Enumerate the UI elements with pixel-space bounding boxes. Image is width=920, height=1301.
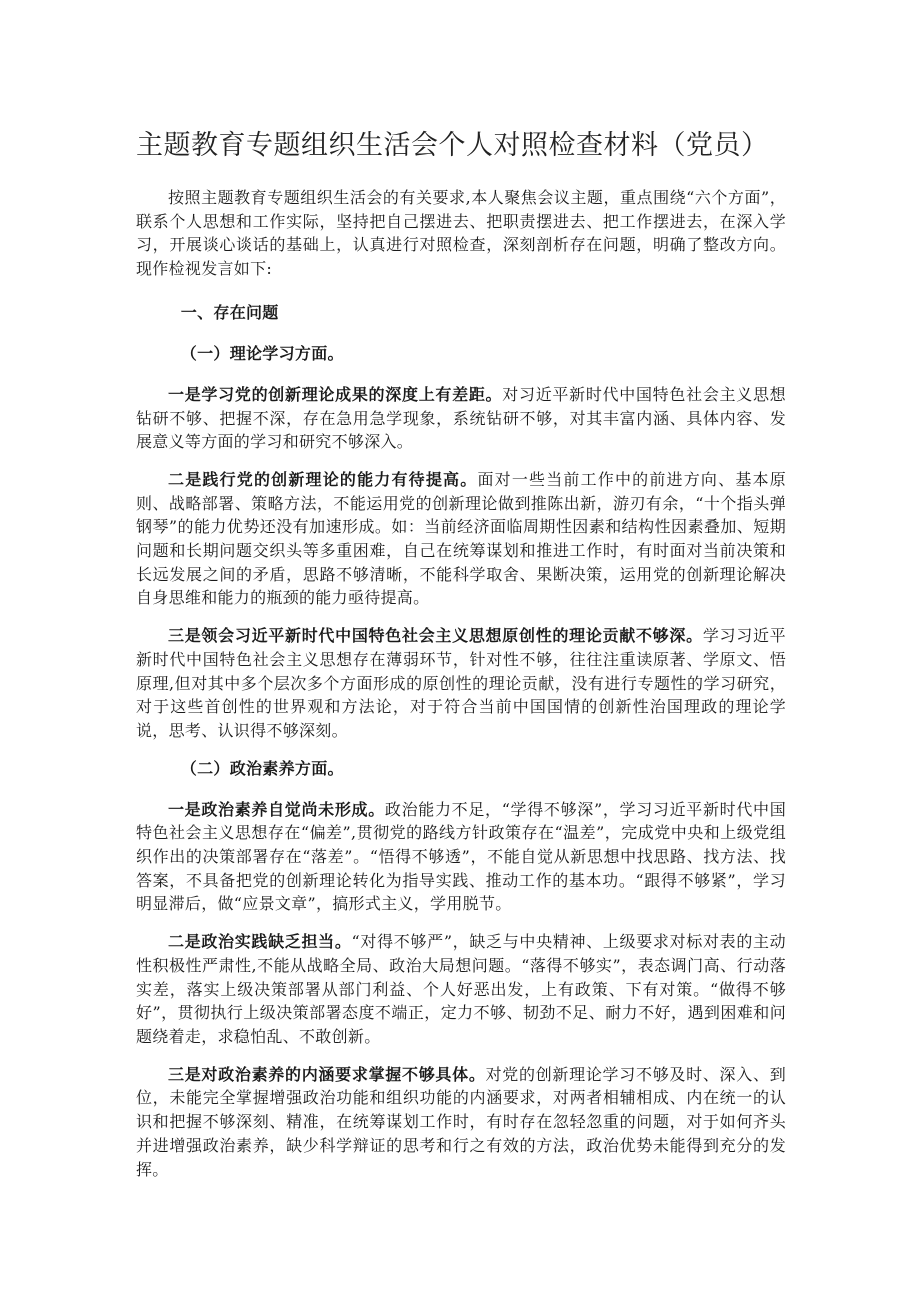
item-lead: 一是学习党的创新理论成果的深度上有差距。 [168, 384, 503, 404]
document-title: 主题教育专题组织生活会个人对照检查材料（党员） [136, 130, 769, 161]
item-text: 面对一些当前工作中的前进方向、基本原则、战略部署、策略方法，不能运用党的创新理论做到推陈出新，游刃有余，“十个指头弹钢琴”的能力优势还没有加速形成。如：当前经济面临周期性因素和结构性因素叠加、短期问题和长期问题交织头等多重困难，自己在统筹谋划和推进工作时，有时面对当前决策和长远发展之间的矛盾，思路不够清晰，不能科学取舍、果断决策，运用党的创新理论解决自身思维和能力的瓶颈的能力亟待提高。 [136, 469, 787, 608]
politics-item-2 [136, 930, 786, 1049]
theory-item-3 [136, 624, 786, 743]
item-lead: 一是政治素养自觉尚未形成。 [168, 799, 385, 819]
politics-item-1 [136, 798, 786, 917]
item-text: 对党的创新理论学习不够及时、深入、到位，未能完全掌握增强政治功能和组织功能的内涵要求，对两者相辅相成、内在统一的认识和把握不够深刻、精准，在统筹谋划工作时，有时存在忽轻忽重的问题，对于如何齐头并进增强政治素养，缺少科学辩证的思考和行之有效的方法，政治优势未能得到充分的发挥。 [136, 1064, 786, 1179]
section-heading-problems: 一、存在问题 [180, 302, 279, 322]
theory-item-1 [136, 383, 786, 454]
item-lead: 三是领会习近平新时代中国特色社会主义思想原创性的理论贡献不够深。 [168, 626, 703, 646]
intro-paragraph: 按照主题教育专题组织生活会的有关要求,本人聚焦会议主题，重点围绕“六个方面”，联系个人思想和工作实际，坚持把自己摆进去、把职责摆进去、把工作摆进去，在深入学习，开展谈心谈话的基础上，认真进行对照检查，深刻剖析存在问题，明确了整改方向。现作检视发言如下: [136, 188, 786, 279]
item-text: 政治能力不足，“学得不够深”，学习习近平新时代中国特色社会主义思想存在“偏差”,贯彻党的路线方针政策存在“温差”，完成党中央和上级党组织作出的决策部署存在“落差”。“悟得不够透”，不能自觉从新思想中找思路、找方法、找答案，不具备把党的创新理论转化为指导实践、推动工作的基本功。“跟得不够紧”，学习明显滞后，做“应景文章”，搞形式主义，学用脱节。 [136, 799, 786, 914]
item-text: 对习近平新时代中国特色社会主义思想钻研不够、把握不深，存在急用急学现象，系统钻研不够，对其丰富内涵、具体内容、发展意义等方面的学习和研究不够深入。 [136, 384, 786, 452]
item-text: “对得不够严”，缺乏与中央精神、上级要求对标对表的主动性积极性严肃性,不能从战略全局、政治大局想问题。“落得不够实”，表态调门高、行动落实差，落实上级决策部署从部门利益、个人好恶出发，上有政策、下有对策。“做得不够好”，贯彻执行上级决策部署态度不端正，定力不够、韧劲不足、耐力不好，遇到困难和问题绕着走，求稳怕乱、不敢创新。 [136, 932, 786, 1046]
item-lead: 二是政治实践缺乏担当。 [168, 932, 352, 952]
item-lead: 三是对政治素养的内涵要求掌握不够具体。 [168, 1064, 486, 1084]
item-text: 学习习近平新时代中国特色社会主义思想存在薄弱环节，针对性不够，往往注重读原著、学原文、悟原理,但对其中多个层次多个方面形成的原创性的理论贡献，没有进行专题性的学习研究，对于这些首创性的世界观和方法论，对于符合当前中国国情的创新性治国理政的理论学说，思考、认识得不够深刻。 [136, 626, 786, 740]
document-body [136, 128, 786, 1195]
politics-item-3 [136, 1063, 786, 1182]
subsection-heading-politics: （二）政治素养方面。 [180, 758, 344, 778]
subsection-heading-theory: （一）理论学习方面。 [180, 343, 344, 363]
item-lead: 二是践行党的创新理论的能力有待提高。 [168, 469, 478, 489]
theory-item-2 [136, 468, 786, 610]
